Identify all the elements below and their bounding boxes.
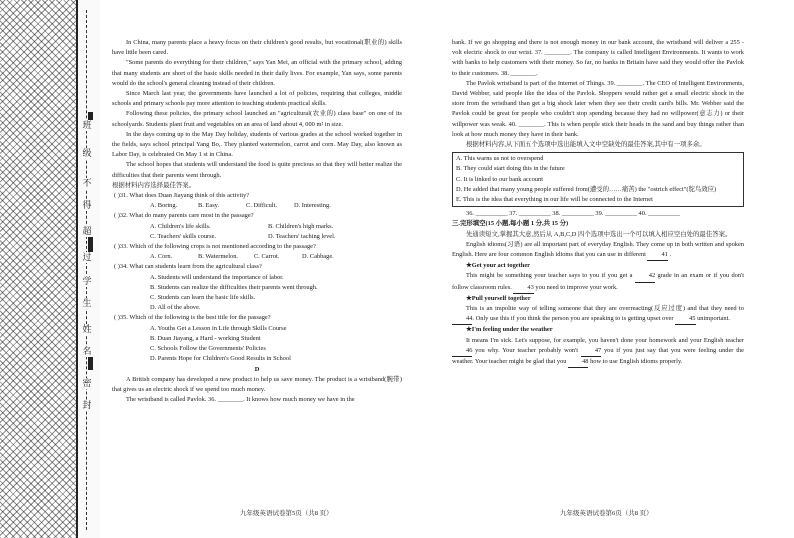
blank-47[interactable]: 47 — [581, 346, 601, 357]
option[interactable]: A. Students will understand the importance of labor. — [150, 273, 284, 281]
cloze-intro: English idioms(习语) are all important part of everyday English. They come up in both written and spoken English. Here are four common English idioms that you can use in different 41 . — [452, 240, 744, 261]
box-option: A. This warns us not to overspend — [456, 155, 544, 163]
right-column — [452, 38, 744, 368]
seal-label: 班 — [80, 120, 94, 131]
paragraph: A British company has developed a new product to help us save money. The product is a wristband(腕带) that gives us an electric shock if we spend too much money. — [112, 375, 402, 393]
question-31: ( )31. What does Duan Jiayang think of this activity? — [114, 192, 250, 200]
option[interactable]: B. Easy. — [198, 202, 220, 210]
seal-label: 学 — [80, 276, 94, 287]
question-35: ( )35. Which of the following is the best title for the passage? — [114, 314, 271, 322]
paragraph: The Pavlok wristband is part of the Internet of Things. 39. ________. The CEO of Intelligent Environments, David Webber, said people like the idea of the Pavlok. Shoppers would rather get a small electric shock in the store from the wristband than get a big shock later when they see their credit card's bills. Mr. Webber said the Pavlok could be great for people who couldn't stop spending because they had no willpower(意志力) or their willpower was weak. 40. ________. This is when people stick their heads in the sand and buy things rather than look at how much money they have in their bank. — [452, 79, 744, 138]
idiom-heading: ★Get your act together — [466, 262, 530, 270]
paragraph: Following these policies, the primary school launched an "agricultural(农业的) class base" on one of its schoolyards. Students plant fruit and vegetables on an area of land about 4, 000 m² in size. — [112, 110, 402, 128]
seal-label: 不 — [80, 178, 94, 189]
blank-41[interactable]: 41 — [647, 250, 667, 261]
option[interactable]: D. Teachers' taching level. — [268, 232, 336, 240]
options-32b — [112, 232, 402, 242]
cloze-paragraph — [452, 336, 744, 369]
blank-46[interactable]: 46 — [452, 346, 472, 357]
seal-label: 姓 — [80, 324, 94, 335]
seal-label: 生 — [80, 298, 94, 309]
seal-label: 过 — [80, 252, 94, 263]
blank-45[interactable]: 45 — [675, 314, 695, 325]
paragraph: In the days coming up to the May Day holiday, students of various grades at the school worked together in the fields, says school principal Yang Bo,. They planted watermelon, carrot and corn. May Day, also known as Labor Day, is celebrated On May 1 st in China. — [112, 130, 402, 159]
seal-label: 封 — [80, 400, 94, 411]
box-option: D. He added that many young people suffered from(遭受的……痛苦) the "ostrich effect"(鸵鸟效应) — [456, 185, 717, 193]
cloze-text: unimportant. — [697, 315, 730, 323]
seal-label: 级 — [80, 148, 94, 159]
paragraph: The wristband is called Pavlok. 36. ________. It knows how much money we have in the — [126, 396, 355, 404]
idiom-heading: ★Pull yourself together — [466, 294, 531, 302]
box-option: B. They could start doing this in the future — [456, 165, 565, 173]
cloze-text: you if you just say that you were feeling under the weather. Your teacher might be glad that you — [452, 346, 744, 366]
options-32a — [112, 222, 402, 232]
options-31 — [112, 201, 402, 211]
hatch-pattern — [0, 0, 76, 538]
seal-label: 密 — [80, 378, 94, 389]
cloze-text: This is an impolite way of telling someone that they are overreacting(反应过度) and that they need to — [466, 305, 744, 313]
option[interactable]: D. Parents Hope for Children's Good Results in School — [150, 355, 291, 363]
paragraph: "Some parents do everything for their children," says Yan Mei, an official with the primary school, adding that many students are short of the basic skills needed in their daily lives. For example, Yan says, some parents would do the school's general cleaning instead of their children. — [112, 59, 402, 87]
section-3-instruction: 先通读短文,掌握其大意,然后从 A,B,C,D 四个选项中选出一个可以填入相应空白处的最佳答案。 — [466, 230, 732, 238]
option[interactable]: C. Difficult. — [246, 202, 277, 210]
option[interactable]: D. Interesting. — [294, 202, 331, 210]
cloze-text: grade in an exam or if you don't follow classroom rules. — [452, 272, 744, 291]
paragraph: Since March last year, the governments have launched a lot of policies, requiring that colleges, middle schools and primary schools pay more attention to teaching students practical skills. — [112, 90, 402, 108]
option[interactable]: C. Schools Follow the Governments' Policies — [150, 345, 266, 353]
binding-margin — [0, 0, 100, 538]
option[interactable]: C. Students can learn the basic life skills. — [150, 294, 256, 302]
answer-blanks[interactable]: 36. __________ 37. __________ 38. __________ 39. __________ 40. __________ — [466, 210, 681, 218]
cloze-text: how to use English idioms properly. — [590, 358, 683, 366]
paragraph: The school hopes that students will understand the food is quite precious so that they will better realize the difficulties that their parents went through. — [112, 161, 402, 179]
box-option: C. It is linked to our bank account — [456, 175, 543, 183]
option[interactable]: B. Students can realize the difficulties their parents went through. — [150, 283, 318, 291]
option[interactable]: A. Boring. — [150, 202, 178, 210]
paragraph: bank. If we go shopping and there is not enough money in our bank account, the wristband will deliver a 255 - volt electric shock to our wrist. 37. ________. The company is called Intelligent Environments. It wants to work with banks to help customers with their money. So far, no banks in Britain have said they would offer the Pavlok to their customers. 38. ________. — [452, 39, 744, 77]
question-33: ( )33. Which of the following crops is not mentioned according to the passage? — [114, 243, 316, 251]
left-column — [112, 38, 402, 405]
option[interactable]: B. Children's high marks. — [268, 222, 334, 230]
cloze-text: This might be something your teacher says to you if you get a — [466, 272, 633, 280]
seal-label: 得 — [80, 200, 94, 211]
option[interactable]: B. Watermelon. — [198, 253, 239, 261]
option[interactable]: C. Teachers' skills course. — [150, 232, 217, 240]
option[interactable]: A. Corn. — [150, 253, 173, 261]
cloze-text: It means I'm sick. Let's suppose, for example, you haven't done your homework and your English teacher — [466, 336, 744, 344]
blank-42[interactable]: 42 — [635, 271, 655, 282]
option[interactable]: A. Children's life skills. — [150, 222, 211, 230]
question-32: ( )32. What do many parents care most in the passage? — [114, 212, 254, 220]
seal-label: 超 — [80, 226, 94, 237]
section-3-title: 三.完形填空(15 小题,每小题 1 分,共 15 分) — [452, 220, 569, 228]
instruction: 根据材料内容选择最佳答案。 — [112, 181, 196, 189]
instruction: 根据材料内容,从下面五个选项中选出能填入文中空缺处的最佳答案,其中有一项多余。 — [466, 141, 706, 149]
seal-line — [86, 10, 87, 530]
section-d-heading: D — [254, 365, 260, 373]
seal-label: 名 — [80, 346, 94, 357]
blank-43[interactable]: 43 — [513, 283, 533, 294]
page-footer-right: 九年级英语试卷第6页（共8 页） — [560, 510, 653, 517]
page-footer-left: 九年级英语试卷第5页（共8 页） — [240, 510, 333, 517]
cloze-text: you need to improve your work. — [535, 283, 618, 291]
paragraph: In China, many parents place a heavy focus on their children's good results, but vocational(职业的) skills have little been cared. — [112, 39, 402, 57]
cloze-paragraph — [452, 304, 744, 325]
cloze-text: English idioms(习语) are all important part of everyday English. They come up in both written and spoken English. Here are four common English idioms that you can use in different — [452, 240, 744, 259]
options-33 — [112, 252, 402, 262]
options-box — [452, 152, 744, 207]
blank-48[interactable]: 48 — [568, 357, 588, 368]
option[interactable]: D. Cabbage. — [302, 253, 334, 261]
box-option: E. This is the idea that everything in our life will be connected to the Internet — [456, 196, 653, 204]
cloze-paragraph — [452, 271, 744, 293]
option[interactable]: D. All of the above. — [150, 304, 201, 312]
hatch-border — [76, 0, 78, 538]
option[interactable]: A. Youths Get a Lesson in Life through Skills Course — [150, 324, 287, 332]
idiom-heading: ★I'm feeling under the weather — [466, 326, 553, 334]
cloze-text: . Only use this if you think the person you are speaking to is getting upset over — [472, 315, 674, 323]
cloze-text: you why. Your teacher probably won't — [475, 346, 579, 354]
blank-44[interactable]: 44 — [452, 314, 472, 325]
option[interactable]: C. Carrot. — [254, 253, 280, 261]
option[interactable]: B. Duan Jiayang, a Hard - working Student — [150, 334, 261, 342]
question-34: ( )34. What can students learn from the agricultural class? — [114, 263, 262, 271]
